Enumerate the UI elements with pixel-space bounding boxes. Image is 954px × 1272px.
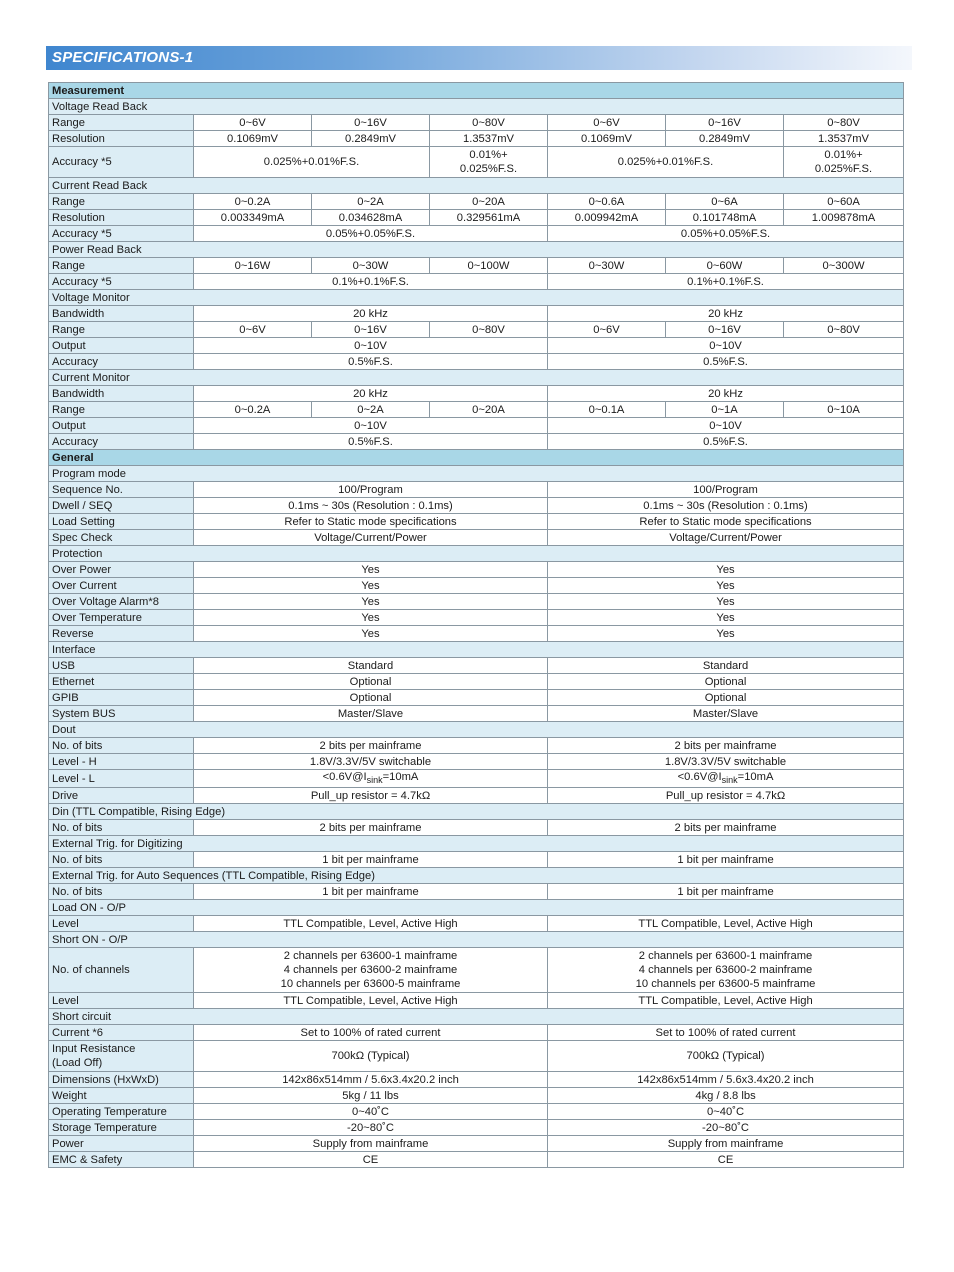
value-cell: 1 bit per mainframe <box>548 852 904 868</box>
value-cell: 0.025%+0.01%F.S. <box>548 147 784 178</box>
value-cell: Refer to Static mode specifications <box>194 514 548 530</box>
value-cell: Optional <box>194 674 548 690</box>
table-row <box>49 594 904 610</box>
row-label: Over Voltage Alarm*8 <box>49 594 194 610</box>
value-cell: 700kΩ (Typical) <box>548 1041 904 1072</box>
table-row <box>49 226 904 242</box>
row-label: Dimensions (HxWxD) <box>49 1072 194 1088</box>
value-cell: 1.8V/3.3V/5V switchable <box>194 754 548 770</box>
value-cell: TTL Compatible, Level, Active High <box>548 993 904 1009</box>
value-cell: 1.009878mA <box>784 210 904 226</box>
value-cell: 0.5%F.S. <box>194 354 548 370</box>
value-cell: 0~80V <box>784 115 904 131</box>
row-label: Range <box>49 402 194 418</box>
value-cell: Yes <box>194 626 548 642</box>
value-cell: 0~2A <box>312 402 430 418</box>
group-title: External Trig. for Auto Sequences (TTL Compatible, Rising Edge) <box>49 868 904 884</box>
value-cell: 0~1A <box>666 402 784 418</box>
value-cell: 0~80V <box>430 115 548 131</box>
value-cell: 100/Program <box>548 482 904 498</box>
group-title: Protection <box>49 546 904 562</box>
row-label: Over Temperature <box>49 610 194 626</box>
table-row <box>49 530 904 546</box>
row-label: Ethernet <box>49 674 194 690</box>
value-cell: 0.025%+0.01%F.S. <box>194 147 430 178</box>
table-row <box>49 674 904 690</box>
value-cell: 0.034628mA <box>312 210 430 226</box>
table-row <box>49 306 904 322</box>
table-row <box>49 1152 904 1168</box>
value-cell: 2 bits per mainframe <box>194 820 548 836</box>
value-cell: 0.1069mV <box>194 131 312 147</box>
group-title: Short circuit <box>49 1009 904 1025</box>
value-cell: 1 bit per mainframe <box>194 852 548 868</box>
value-cell: 0.329561mA <box>430 210 548 226</box>
value-cell: 0.009942mA <box>548 210 666 226</box>
row-label: Over Current <box>49 578 194 594</box>
value-cell: Set to 100% of rated current <box>194 1025 548 1041</box>
value-cell: 0.05%+0.05%F.S. <box>548 226 904 242</box>
value-cell: 0~6V <box>194 115 312 131</box>
row-label: Bandwidth <box>49 306 194 322</box>
value-cell: 0.2849mV <box>312 131 430 147</box>
section-title: General <box>49 450 904 466</box>
table-row <box>49 274 904 290</box>
value-cell: 0.05%+0.05%F.S. <box>194 226 548 242</box>
table-row <box>49 884 904 900</box>
table-row <box>49 194 904 210</box>
value-cell: 0.003349mA <box>194 210 312 226</box>
row-label: Spec Check <box>49 530 194 546</box>
table-row <box>49 948 904 993</box>
value-cell: 0~80V <box>784 322 904 338</box>
table-row <box>49 147 904 178</box>
value-cell: Refer to Static mode specifications <box>548 514 904 530</box>
row-label: Level <box>49 916 194 932</box>
value-cell: 2 bits per mainframe <box>548 820 904 836</box>
table-row <box>49 562 904 578</box>
table-row <box>49 1088 904 1104</box>
value-cell: 700kΩ (Typical) <box>194 1041 548 1072</box>
group-header-row <box>49 900 904 916</box>
value-cell: 142x86x514mm / 5.6x3.4x20.2 inch <box>548 1072 904 1088</box>
value-cell: Optional <box>548 690 904 706</box>
row-label: Drive <box>49 788 194 804</box>
specifications-table <box>48 82 904 1168</box>
value-cell: Yes <box>548 562 904 578</box>
table-row <box>49 610 904 626</box>
value-cell: 0.01%+ 0.025%F.S. <box>784 147 904 178</box>
section-header-row <box>49 450 904 466</box>
value-cell: 20 kHz <box>194 386 548 402</box>
row-label: Output <box>49 418 194 434</box>
value-cell: 0~6V <box>194 322 312 338</box>
value-cell: CE <box>194 1152 548 1168</box>
value-cell: 0~10V <box>548 338 904 354</box>
row-label: No. of bits <box>49 852 194 868</box>
table-row <box>49 916 904 932</box>
value-cell: Master/Slave <box>548 706 904 722</box>
value-cell: $<0.6V@I_{sink}=10mA$ <box>548 770 904 788</box>
value-cell: Yes <box>548 578 904 594</box>
row-label: Range <box>49 258 194 274</box>
group-header-row <box>49 546 904 562</box>
value-cell: 0~6V <box>548 322 666 338</box>
row-label: Resolution <box>49 210 194 226</box>
table-row <box>49 1041 904 1072</box>
row-label: Level <box>49 993 194 1009</box>
group-title: Short ON - O/P <box>49 932 904 948</box>
value-cell: Set to 100% of rated current <box>548 1025 904 1041</box>
value-cell: 1 bit per mainframe <box>194 884 548 900</box>
value-cell: TTL Compatible, Level, Active High <box>194 916 548 932</box>
value-cell: 2 bits per mainframe <box>194 738 548 754</box>
value-cell: 0.1%+0.1%F.S. <box>194 274 548 290</box>
group-header-row <box>49 242 904 258</box>
value-cell: CE <box>548 1152 904 1168</box>
table-row <box>49 770 904 788</box>
value-cell: 0.5%F.S. <box>548 354 904 370</box>
value-cell: 0.2849mV <box>666 131 784 147</box>
table-row <box>49 578 904 594</box>
table-row <box>49 418 904 434</box>
table-row <box>49 386 904 402</box>
row-label: Operating Temperature <box>49 1104 194 1120</box>
group-header-row <box>49 178 904 194</box>
value-cell: Yes <box>194 594 548 610</box>
value-cell: 0.1ms ~ 30s (Resolution : 0.1ms) <box>194 498 548 514</box>
row-label: Accuracy *5 <box>49 274 194 290</box>
value-cell: 20 kHz <box>548 386 904 402</box>
page-title: SPECIFICATIONS-1 <box>52 49 194 66</box>
value-cell: 142x86x514mm / 5.6x3.4x20.2 inch <box>194 1072 548 1088</box>
value-cell: -20~80˚C <box>548 1120 904 1136</box>
value-cell: 0~16V <box>312 322 430 338</box>
row-label: Over Power <box>49 562 194 578</box>
value-cell: 0~6A <box>666 194 784 210</box>
group-title: External Trig. for Digitizing <box>49 836 904 852</box>
group-title: Voltage Monitor <box>49 290 904 306</box>
row-label: GPIB <box>49 690 194 706</box>
value-cell: 0~10A <box>784 402 904 418</box>
group-title: Load ON - O/P <box>49 900 904 916</box>
table-row <box>49 738 904 754</box>
value-cell: 0~10V <box>194 338 548 354</box>
value-cell: TTL Compatible, Level, Active High <box>548 916 904 932</box>
value-cell: Yes <box>548 626 904 642</box>
table-row <box>49 131 904 147</box>
value-cell: 0.01%+ 0.025%F.S. <box>430 147 548 178</box>
row-label: USB <box>49 658 194 674</box>
group-title: Program mode <box>49 466 904 482</box>
value-cell: 20 kHz <box>194 306 548 322</box>
value-cell: 0~40˚C <box>548 1104 904 1120</box>
row-label: Weight <box>49 1088 194 1104</box>
group-header-row <box>49 932 904 948</box>
group-title: Voltage Read Back <box>49 99 904 115</box>
value-cell: 0.101748mA <box>666 210 784 226</box>
value-cell: 0~0.2A <box>194 194 312 210</box>
table-row <box>49 1104 904 1120</box>
value-cell: 2 bits per mainframe <box>548 738 904 754</box>
row-label: Bandwidth <box>49 386 194 402</box>
row-label: Accuracy <box>49 434 194 450</box>
value-cell: Master/Slave <box>194 706 548 722</box>
table-row <box>49 820 904 836</box>
group-header-row <box>49 642 904 658</box>
value-cell: 0~10V <box>194 418 548 434</box>
group-header-row <box>49 99 904 115</box>
value-cell: 0~16V <box>312 115 430 131</box>
value-cell: 1.3537mV <box>430 131 548 147</box>
row-label: System BUS <box>49 706 194 722</box>
value-cell: -20~80˚C <box>194 1120 548 1136</box>
table-row <box>49 498 904 514</box>
row-label: Accuracy <box>49 354 194 370</box>
value-cell: Voltage/Current/Power <box>194 530 548 546</box>
group-title: Dout <box>49 722 904 738</box>
group-header-row <box>49 370 904 386</box>
table-row <box>49 402 904 418</box>
table-row <box>49 258 904 274</box>
table-row <box>49 1072 904 1088</box>
value-cell: 0~20A <box>430 194 548 210</box>
row-label: No. of bits <box>49 820 194 836</box>
value-cell: Standard <box>548 658 904 674</box>
group-header-row <box>49 836 904 852</box>
value-cell: Yes <box>194 610 548 626</box>
row-label: Resolution <box>49 131 194 147</box>
value-cell: Pull_up resistor = 4.7kΩ <box>548 788 904 804</box>
value-cell: 0~20A <box>430 402 548 418</box>
value-cell: 0.5%F.S. <box>548 434 904 450</box>
value-cell: Voltage/Current/Power <box>548 530 904 546</box>
value-cell: 0.1%+0.1%F.S. <box>548 274 904 290</box>
group-header-row <box>49 466 904 482</box>
value-cell: Standard <box>194 658 548 674</box>
value-cell: 0~16W <box>194 258 312 274</box>
group-header-row <box>49 1009 904 1025</box>
row-label: Level - H <box>49 754 194 770</box>
table-row <box>49 115 904 131</box>
value-cell: 0~6V <box>548 115 666 131</box>
row-label: Sequence No. <box>49 482 194 498</box>
value-cell: Yes <box>548 594 904 610</box>
value-cell: 4kg / 8.8 lbs <box>548 1088 904 1104</box>
value-cell: 0~30W <box>312 258 430 274</box>
value-cell: Yes <box>194 578 548 594</box>
table-row <box>49 754 904 770</box>
value-cell: 0~60A <box>784 194 904 210</box>
section-title: Measurement <box>49 83 904 99</box>
table-row <box>49 434 904 450</box>
table-row <box>49 1136 904 1152</box>
row-label: Accuracy *5 <box>49 147 194 178</box>
table-row <box>49 1120 904 1136</box>
value-cell: 2 channels per 63600-1 mainframe 4 channels per 63600-2 mainframe 10 channels per 63600-5 mainframe <box>194 948 548 993</box>
value-cell: 2 channels per 63600-1 mainframe 4 channels per 63600-2 mainframe 10 channels per 63600-5 mainframe <box>548 948 904 993</box>
table-row <box>49 210 904 226</box>
value-cell: 0~16V <box>666 115 784 131</box>
table-row <box>49 658 904 674</box>
row-label: Load Setting <box>49 514 194 530</box>
value-cell: 1.8V/3.3V/5V switchable <box>548 754 904 770</box>
specifications-banner <box>46 46 912 70</box>
value-cell: 0~30W <box>548 258 666 274</box>
row-label: Output <box>49 338 194 354</box>
value-cell: 0.1069mV <box>548 131 666 147</box>
row-label: Input Resistance (Load Off) <box>49 1041 194 1072</box>
row-label: Reverse <box>49 626 194 642</box>
row-label: Range <box>49 194 194 210</box>
row-label: No. of bits <box>49 738 194 754</box>
row-label: Range <box>49 115 194 131</box>
value-cell: 0~10V <box>548 418 904 434</box>
row-label: Level - L <box>49 770 194 788</box>
group-header-row <box>49 722 904 738</box>
value-cell: Pull_up resistor = 4.7kΩ <box>194 788 548 804</box>
group-title: Current Monitor <box>49 370 904 386</box>
value-cell: Optional <box>194 690 548 706</box>
value-cell: 0~80V <box>430 322 548 338</box>
row-label: No. of bits <box>49 884 194 900</box>
row-label: No. of channels <box>49 948 194 993</box>
value-cell: Supply from mainframe <box>548 1136 904 1152</box>
group-title: Current Read Back <box>49 178 904 194</box>
row-label: Dwell / SEQ <box>49 498 194 514</box>
value-cell: 0~60W <box>666 258 784 274</box>
value-cell: 1 bit per mainframe <box>548 884 904 900</box>
table-row <box>49 354 904 370</box>
table-row <box>49 706 904 722</box>
value-cell: 0~0.1A <box>548 402 666 418</box>
value-cell: Yes <box>194 562 548 578</box>
value-cell: 0~0.2A <box>194 402 312 418</box>
value-cell: 0~0.6A <box>548 194 666 210</box>
group-header-row <box>49 290 904 306</box>
table-row <box>49 338 904 354</box>
table-row <box>49 322 904 338</box>
table-row <box>49 690 904 706</box>
value-cell: 0~2A <box>312 194 430 210</box>
value-cell: 1.3537mV <box>784 131 904 147</box>
group-header-row <box>49 804 904 820</box>
group-title: Power Read Back <box>49 242 904 258</box>
row-label: Current *6 <box>49 1025 194 1041</box>
value-cell: Optional <box>548 674 904 690</box>
value-cell: 100/Program <box>194 482 548 498</box>
value-cell: 0~300W <box>784 258 904 274</box>
value-cell: TTL Compatible, Level, Active High <box>194 993 548 1009</box>
value-cell: 0~100W <box>430 258 548 274</box>
row-label: Power <box>49 1136 194 1152</box>
value-cell: 0.5%F.S. <box>194 434 548 450</box>
value-cell: 20 kHz <box>548 306 904 322</box>
value-cell: Yes <box>548 610 904 626</box>
value-cell: 0~16V <box>666 322 784 338</box>
row-label: Storage Temperature <box>49 1120 194 1136</box>
value-cell: 0~40˚C <box>194 1104 548 1120</box>
table-row <box>49 626 904 642</box>
value-cell: 5kg / 11 lbs <box>194 1088 548 1104</box>
value-cell: $<0.6V@I_{sink}=10mA$ <box>194 770 548 788</box>
group-title: Interface <box>49 642 904 658</box>
group-title: Din (TTL Compatible, Rising Edge) <box>49 804 904 820</box>
row-label: EMC & Safety <box>49 1152 194 1168</box>
value-cell: Supply from mainframe <box>194 1136 548 1152</box>
row-label: Accuracy *5 <box>49 226 194 242</box>
table-row <box>49 993 904 1009</box>
group-header-row <box>49 868 904 884</box>
table-row <box>49 482 904 498</box>
section-header-row <box>49 83 904 99</box>
value-cell: 0.1ms ~ 30s (Resolution : 0.1ms) <box>548 498 904 514</box>
row-label: Range <box>49 322 194 338</box>
table-row <box>49 788 904 804</box>
table-row <box>49 852 904 868</box>
table-row <box>49 1025 904 1041</box>
table-row <box>49 514 904 530</box>
